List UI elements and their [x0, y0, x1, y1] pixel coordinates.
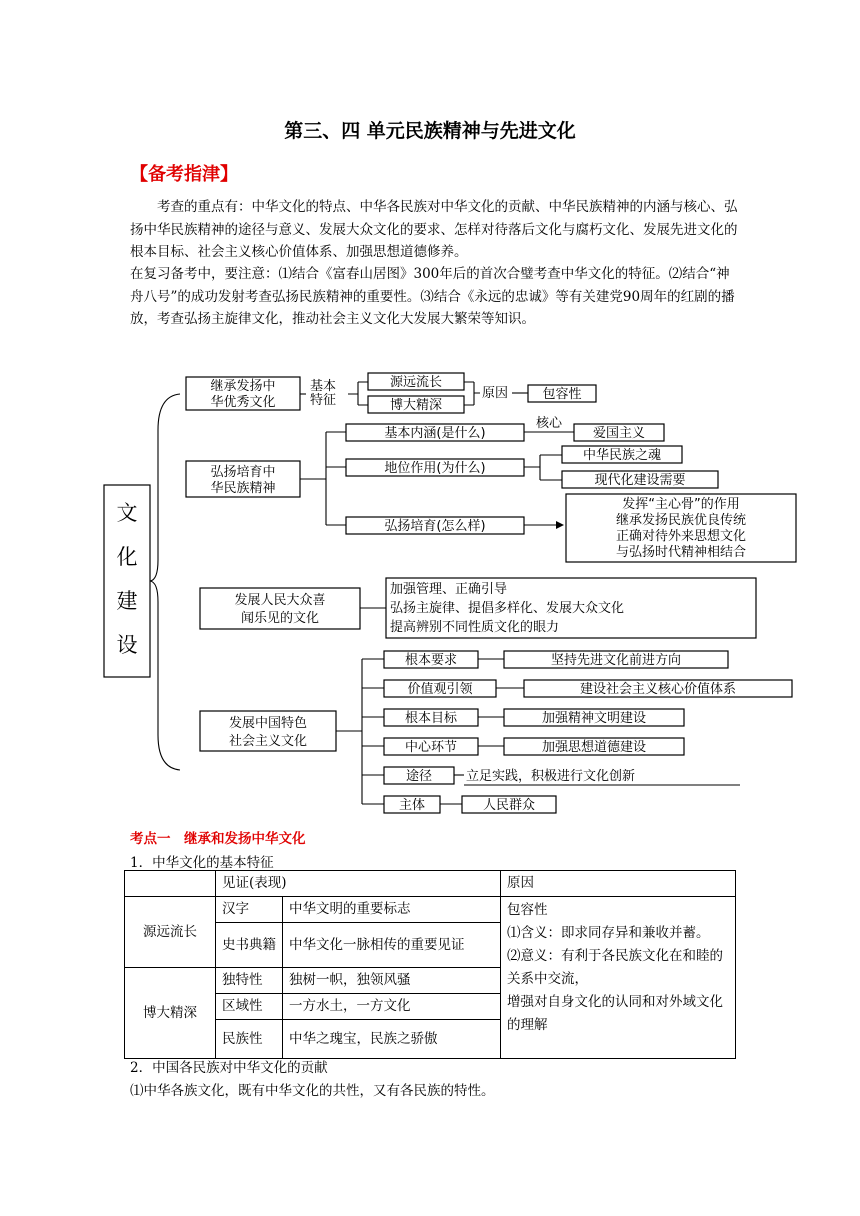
branch2-q3-answer: 正确对待外来思想文化 — [615, 529, 747, 544]
root-char: 化 — [116, 545, 138, 569]
review-paragraph: 在复习备考中，要注意：⑴结合《富春山居图》300年后的首次合璧考查中华文化的特征。⑵结合“神舟八号”的成功发射考查弘扬民族精神的重要性。⑶结合《永远的忠诚》等有关建党90周年的红剧的播放，考查弘扬主旋律文化，推动社会主义文化大发展大繁荣等知识。 — [130, 266, 735, 327]
root-char: 建 — [116, 589, 138, 613]
branch2-q3: 弘扬培育(怎么样) — [384, 519, 486, 534]
features-table — [124, 870, 736, 1059]
page-title: 第三、四 单元民族精神与先进文化 — [284, 120, 576, 142]
reason-cell — [501, 897, 736, 1059]
branch1-connector: 基本 — [309, 379, 337, 394]
feature-label: 博大精深 — [389, 398, 443, 413]
guide-heading: 【备考指津】 — [130, 164, 238, 185]
root-char: 文 — [116, 501, 138, 525]
section2-paragraph: ⑴中华各族文化，既有中华文化的共性，又有各民族的特性。 — [130, 1083, 495, 1099]
branch2-q1: 基本内涵(是什么) — [384, 426, 486, 441]
branch4-value: 立足实践，积极进行文化创新 — [466, 769, 636, 784]
branch2-label: 弘扬培育中 — [210, 465, 276, 480]
branch3-item: 加强管理、正确引导 — [390, 582, 508, 597]
branch1-label: 继承发扬中 — [210, 379, 276, 394]
branch1-label: 华优秀文化 — [210, 395, 276, 410]
evidence-cell: 一方水土，一方文化 — [283, 994, 501, 1020]
evidence-cell: 中华文明的重要标志 — [283, 897, 501, 923]
evidence-cell: 独树一帜，独领风骚 — [283, 968, 501, 994]
reason-line: 增强对自身文化的认同和对外域文化的理解 — [507, 994, 723, 1033]
group-cell: 源远流长 — [125, 897, 216, 968]
reason-line: ⑵意义：有利于各民族文化在和睦的关系中交流， — [507, 948, 723, 987]
branch4-key: 中心环节 — [404, 740, 458, 755]
branch3-label: 闻乐见的文化 — [240, 611, 320, 626]
group-cell: 博大精深 — [125, 968, 216, 1059]
branch4-value: 加强思想道德建设 — [541, 740, 647, 755]
reason-label: 原因 — [482, 386, 509, 401]
branch3-item: 弘扬主旋律、提倡多样化、发展大众文化 — [390, 601, 625, 616]
branch2-q2: 地位作用(为什么) — [384, 461, 486, 476]
branch4-label: 发展中国特色 — [228, 716, 308, 731]
branch4-value: 坚持先进文化前进方向 — [550, 653, 682, 668]
branch1-connector: 特征 — [309, 393, 337, 408]
sub-cell: 史书典籍 — [216, 923, 283, 968]
branch4-key: 根本要求 — [404, 653, 458, 668]
reason-line: 包容性 — [507, 902, 548, 918]
culture-mindmap — [0, 360, 860, 820]
feature-label: 源远流长 — [389, 375, 443, 390]
intro-paragraph: 考查的重点有：中华文化的特点、中华各民族对中华文化的贡献、中华民族精神的内涵与核心、弘扬中华民族精神的途径与意义、发展大众文化的要求、怎样对待落后文化与腐朽文化、发展先进文化的根本目标、社会主义核心价值体系、加强思想道德修养。 — [130, 199, 738, 260]
root-char: 设 — [116, 633, 138, 657]
table-row — [125, 897, 736, 923]
reason-line: ⑴含义：即求同存异和兼收并蓄。 — [507, 925, 710, 941]
arrow-icon — [556, 521, 564, 529]
branch2-q1-answer: 爱国主义 — [592, 426, 646, 441]
branch2-q2-answer: 现代化建设需要 — [594, 473, 686, 488]
sub-cell: 汉字 — [216, 897, 283, 923]
branch2-label: 华民族精神 — [210, 481, 276, 496]
evidence-cell: 中华之瑰宝，民族之骄傲 — [283, 1020, 501, 1059]
main-brace — [150, 394, 180, 770]
branch4-value: 人民群众 — [482, 798, 536, 813]
branch2-q3-answer: 发挥“主心骨”的作用 — [622, 497, 740, 512]
branch4-key: 价值观引领 — [407, 682, 473, 697]
sub-cell: 独特性 — [216, 968, 283, 994]
branch4-key: 根本目标 — [404, 711, 458, 726]
header-reason: 原因 — [501, 871, 736, 897]
kp1-heading: 考点一 继承和发扬中华文化 — [130, 831, 306, 847]
table-cell — [125, 871, 216, 897]
branch4-value: 加强精神文明建设 — [541, 711, 647, 726]
branch2-q3-answer: 继承发扬民族优良传统 — [615, 513, 747, 528]
branch4-key: 主体 — [398, 798, 426, 813]
branch3-item: 提高辨别不同性质文化的眼力 — [390, 620, 560, 635]
branch2-q2-answer: 中华民族之魂 — [582, 448, 662, 463]
sub-cell: 区域性 — [216, 994, 283, 1020]
sub-cell: 民族性 — [216, 1020, 283, 1059]
branch2-q1-link: 核心 — [535, 416, 563, 431]
branch4-value: 建设社会主义核心价值体系 — [579, 682, 737, 697]
reason-value: 包容性 — [542, 387, 582, 402]
evidence-cell: 中华文化一脉相传的重要见证 — [283, 923, 501, 968]
section2-title: 2．中国各民族对中华文化的贡献 — [130, 1060, 328, 1076]
branch3-label: 发展人民大众喜 — [234, 593, 326, 608]
branch4-label: 社会主义文化 — [228, 734, 308, 749]
section1-title: 1．中华文化的基本特征 — [130, 855, 274, 871]
branch2-q3-answer: 与弘扬时代精神相结合 — [615, 545, 747, 560]
table-row — [125, 871, 736, 897]
header-evidence: 见证(表现) — [216, 871, 501, 897]
branch4-key: 途径 — [405, 769, 433, 784]
